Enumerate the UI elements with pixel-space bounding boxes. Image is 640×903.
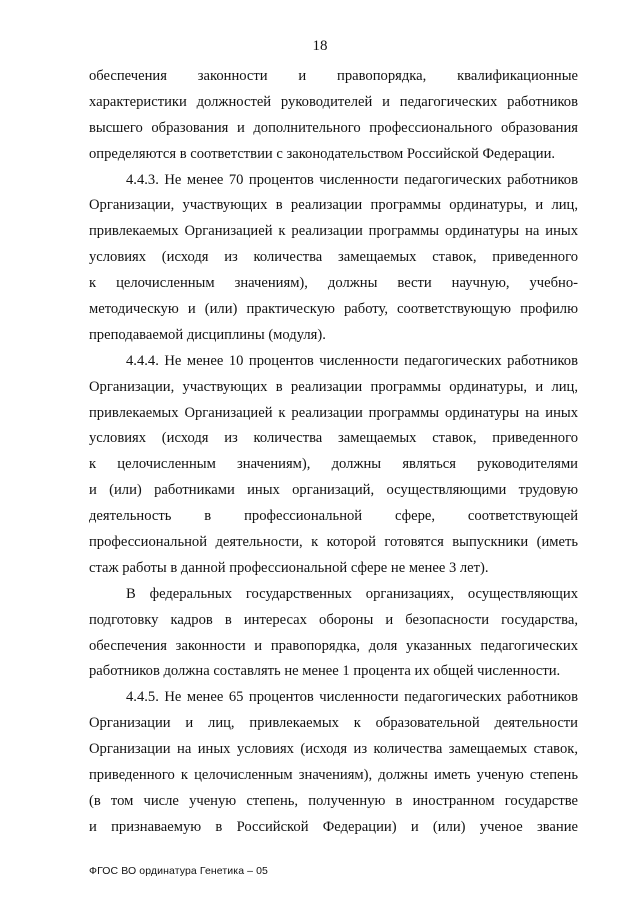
text-line: условиях (исходя из количества замещаемых ставок, приведенного: [89, 249, 578, 266]
text-line: Организации и лиц, привлекаемых к образовательной деятельности: [89, 715, 578, 732]
text-line: 4.4.5. Не менее 65 процентов численности педагогических работников: [126, 689, 578, 706]
text-line: привлекаемых Организацией к реализации программы ординатуры на иных: [89, 404, 578, 421]
document-body: [89, 64, 578, 841]
text-line: стаж работы в данной профессиональной сфере не менее 3 лет).: [89, 559, 489, 576]
text-line: подготовку кадров в интересах обороны и безопасности государства,: [89, 611, 578, 628]
text-line: и (или) работниками иных организаций, осуществляющими трудовую: [89, 482, 578, 499]
text-line: высшего образования и дополнительного профессионального образования: [89, 119, 578, 136]
text-line: В федеральных государственных организациях, осуществляющих: [126, 585, 578, 602]
text-line: привлекаемых Организацией к реализации программы ординатуры на иных: [89, 223, 578, 240]
text-line: к целочисленным значениям), должны вести научную, учебно-: [89, 275, 578, 292]
text-line: приведенного к целочисленным значениям), должны иметь ученую степень: [89, 767, 578, 784]
text-line: деятельность в профессиональной сфере, соответствующей: [89, 508, 578, 525]
document-footer: ФГОС ВО ординатура Генетика – 05: [89, 865, 268, 877]
text-line: (в том числе ученую степень, полученную в иностранном государстве: [89, 792, 578, 809]
text-line: преподаваемой дисциплины (модуля).: [89, 326, 326, 343]
text-line: к целочисленным значениям), должны являться руководителями: [89, 456, 578, 473]
text-line: 4.4.4. Не менее 10 процентов численности педагогических работников: [126, 352, 578, 369]
text-line: Организации, участвующих в реализации программы ординатуры, и лиц,: [89, 197, 578, 214]
text-line: условиях (исходя из количества замещаемых ставок, приведенного: [89, 430, 578, 447]
text-line: Организации на иных условиях (исходя из количества замещаемых ставок,: [89, 741, 578, 758]
text-line: определяются в соответствии с законодательством Российской Федерации.: [89, 145, 556, 162]
text-line: работников должна составлять не менее 1 процента их общей численности.: [89, 663, 561, 680]
text-line: обеспечения законности и правопорядка, квалификационные: [89, 68, 578, 84]
text-line: обеспечения законности и правопорядка, доля указанных педагогических: [89, 637, 578, 654]
text-line: 4.4.3. Не менее 70 процентов численности педагогических работников: [126, 171, 578, 188]
text-line: и признаваемую в Российской Федерации) и (или) ученое звание: [89, 818, 578, 835]
page-number: 18: [312, 38, 328, 54]
text-line: Организации, участвующих в реализации программы ординатуры, и лиц,: [89, 378, 578, 395]
text-line: методическую и (или) практическую работу, соответствующую профилю: [89, 301, 578, 318]
text-line: характеристики должностей руководителей и педагогических работников: [89, 93, 578, 110]
text-line: профессиональной деятельности, к которой готовятся выпускники (иметь: [89, 534, 578, 551]
